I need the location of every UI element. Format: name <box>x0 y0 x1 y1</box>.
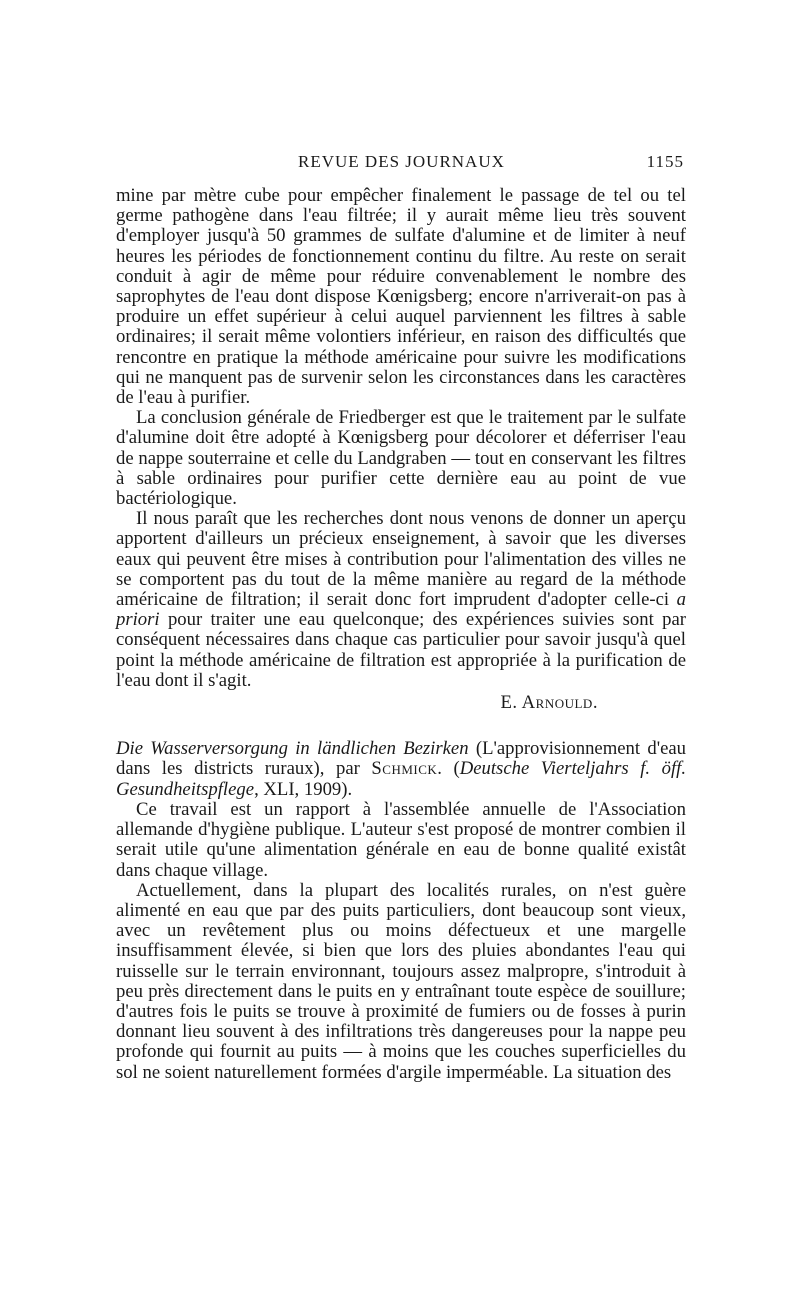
running-head: REVUE DES JOURNAUX <box>298 152 505 171</box>
review-title-translation: (L'approvisionnement d'eau dans les districts ruraux), par <box>116 738 686 780</box>
review-citation <box>116 739 686 800</box>
page-number: 1155 <box>646 152 684 171</box>
citation-punct: . ( <box>437 758 460 780</box>
review-title: Die Wasserversorgung in ländlichen Bezirken <box>116 738 469 760</box>
signature: E. Arnould. <box>500 692 598 714</box>
paragraph: mine par mètre cube pour empêcher finalement le passage de tel ou tel germe pathogène dans l'eau filtrée; il y aurait même lieu très souvent d'employer jusqu'à 50 grammes de sulfate d'alumine et de limiter à neuf heures les périodes de fonctionnement continu du filtre. Au reste on serait conduit à agir de même pour réduire convenablement le nombre des saprophytes de l'eau dont dispose Kœnigsberg; encore n'arriverait-on pas à produire un effet supérieur à celui auquel parviennent les filtres à sable ordinaires; il serait même volontiers inférieur, en raison des difficultés que rencontre en pratique la méthode américaine pour suivre les modifications qui ne manquent pas de survenir selon les circonstances dans les caractères de l'eau à purifier. <box>116 185 686 409</box>
paragraph-text: pour traiter une eau quelconque; des expériences suivies sont par conséquent nécessaires dans chaque cas particulier pour savoir jusqu'à quel point la méthode américaine de filtration est appropriée à la purification de l'eau dont il s'agit. <box>116 609 686 691</box>
italic-phrase: a priori <box>116 589 686 631</box>
review-author: Schmick <box>371 758 438 780</box>
paragraph: Actuellement, dans la plupart des localités rurales, on n'est guère alimenté en eau que par des puits particuliers, dont beaucoup sont vieux, avec un revêtement plus ou moins défectueux et une margelle insuffisamment élevée, si bien que lors des pluies abondantes l'eau qui ruisselle sur le terrain environnant, toujours assez malpropre, s'introduit à peu près directement dans le puits en y entraînant toute espèce de souillure; d'autres fois le puits se trouve à proximité de fumiers ou de fosses à purin donnant lieu souvent à des infiltrations très dangereuses pour la nappe peu profonde qui fournit au puits — à moins que les couches superficielles du sol ne soient naturellement formées d'argile imperméable. La situation des <box>116 879 686 1083</box>
article-body <box>116 186 686 1083</box>
paragraph: Ce travail est un rapport à l'assemblée annuelle de l'Association allemande d'hygiène publique. L'auteur s'est proposé de montrer combien il serait utile qu'une alimentation générale en eau de bonne qualité existât dans chaque village. <box>116 798 686 881</box>
journal-volume: , XLI, 1909). <box>254 778 353 800</box>
journal-name: Deutsche Vierteljahrs f. öff. Gesundheitspflege <box>116 758 686 800</box>
paragraph <box>116 509 686 691</box>
paragraph-text: Il nous paraît que les recherches dont nous venons de donner un aperçu apportent d'ailleurs un précieux enseignement, à savoir que les diverses eaux qui peuvent être mises à contribution pour l'alimentation des villes ne se comportent pas du tout de la même manière au regard de la méthode américaine de filtration; il serait donc fort imprudent d'adopter celle-ci <box>116 508 686 611</box>
paragraph: La conclusion générale de Friedberger est que le traitement par le sulfate d'alumine doit être adopté à Kœnigsberg pour décolorer et déferriser l'eau de nappe souterraine et celle du Landgraben — tout en conservant les filtres à sable ordinaires pour purifier cette dernière eau au point de vue bactériologique. <box>116 407 686 510</box>
